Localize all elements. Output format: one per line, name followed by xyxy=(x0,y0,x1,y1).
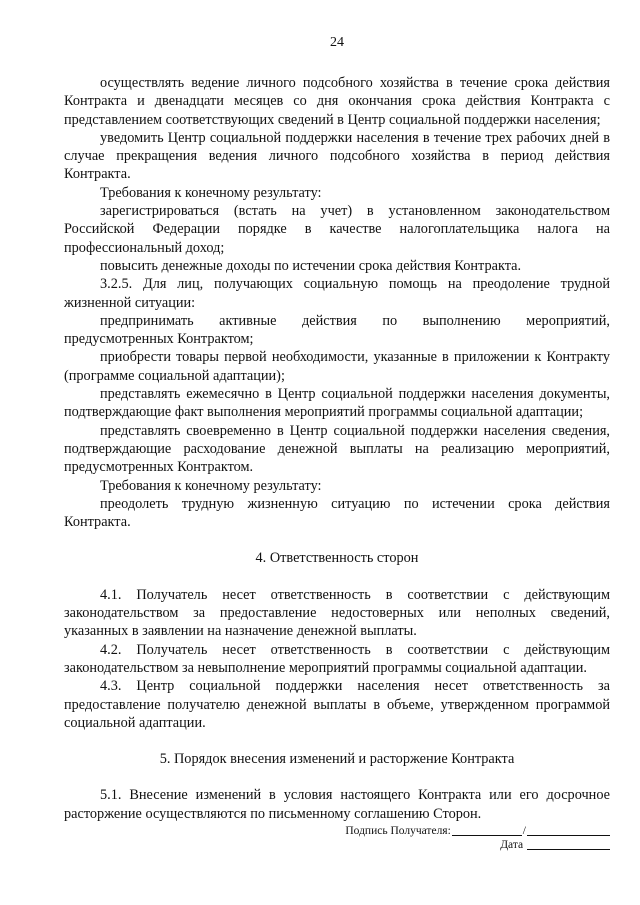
name-blank xyxy=(527,824,610,836)
clause: 4.2. Получатель несет ответственность в соответствии с действующим законодательством за невыполнение мероприятий программы социальной адаптации. xyxy=(64,641,610,676)
paragraph: представлять ежемесячно в Центр социальной поддержки населения документы, подтверждающие факт выполнения мероприятий программы социальной адаптации; xyxy=(64,386,610,421)
obligations-list xyxy=(64,74,610,531)
clause: 4.3. Центр социальной поддержки населения несет ответственность за предоставление получателю денежной выплаты в объеме, утвержденном программой социальной адаптации. xyxy=(64,678,610,731)
recipient-signature-line xyxy=(64,824,610,838)
paragraph: приобрести товары первой необходимости, указанные в приложении к Контракту (программе социальной адаптации); xyxy=(64,349,610,384)
paragraph: повысить денежные доходы по истечении срока действия Контракта. xyxy=(100,257,522,274)
paragraph: Требования к конечному результату: xyxy=(100,184,322,201)
paragraph: осуществлять ведение личного подсобного хозяйства в течение срока действия Контракта и двенадцати месяцев со дня окончания срока действия Контракта с представлением соответствующих сведений в Центр социальной поддержки населения; xyxy=(64,75,610,128)
date-label: Дата xyxy=(500,838,524,851)
section-amendments xyxy=(64,786,610,823)
paragraph: предпринимать активные действия по выполнению мероприятий, предусмотренных Контрактом; xyxy=(64,312,610,348)
recipient-signature-label: Подпись Получателя: xyxy=(345,824,451,837)
clause: 5.1. Внесение изменений в условия настоящего Контракта или его досрочное расторжение осуществляются по письменному соглашению Сторон. xyxy=(64,787,610,822)
paragraph: преодолеть трудную жизненную ситуацию по истечении срока действия Контракта. xyxy=(64,495,610,531)
section-heading-responsibility: 4. Ответственность сторон xyxy=(255,550,419,567)
section-heading-amendments: 5. Порядок внесения изменений и расторжение Контракта xyxy=(159,751,515,768)
date-line xyxy=(64,838,610,852)
signature-blank xyxy=(452,824,522,836)
signature-separator: / xyxy=(522,824,526,837)
clause: 4.1. Получатель несет ответственность в соответствии с действующим законодательством за предоставление недостоверных или неполных сведений, указанных в заявлении на назначение денежной выплаты. xyxy=(64,586,610,640)
date-blank xyxy=(527,838,610,850)
paragraph: уведомить Центр социальной поддержки населения в течение трех рабочих дней в случае прекращения ведения личного подсобного хозяйства в период действия Контракта. xyxy=(64,129,610,183)
signature-block xyxy=(64,824,610,852)
section-responsibility xyxy=(64,586,610,732)
paragraph: Требования к конечному результату: xyxy=(100,477,322,494)
paragraph: зарегистрироваться (встать на учет) в установленном законодательством Российской Федерации порядке в качестве налогоплательщика налога на профессиональный доход; xyxy=(64,203,610,256)
paragraph: 3.2.5. Для лиц, получающих социальную помощь на преодоление трудной жизненной ситуации: xyxy=(64,276,610,311)
page-number: 24 xyxy=(330,35,344,50)
paragraph: представлять своевременно в Центр социальной поддержки населения сведения, подтверждающие расходование денежной выплаты на реализацию мероприятий, предусмотренных Контрактом. xyxy=(64,422,610,476)
